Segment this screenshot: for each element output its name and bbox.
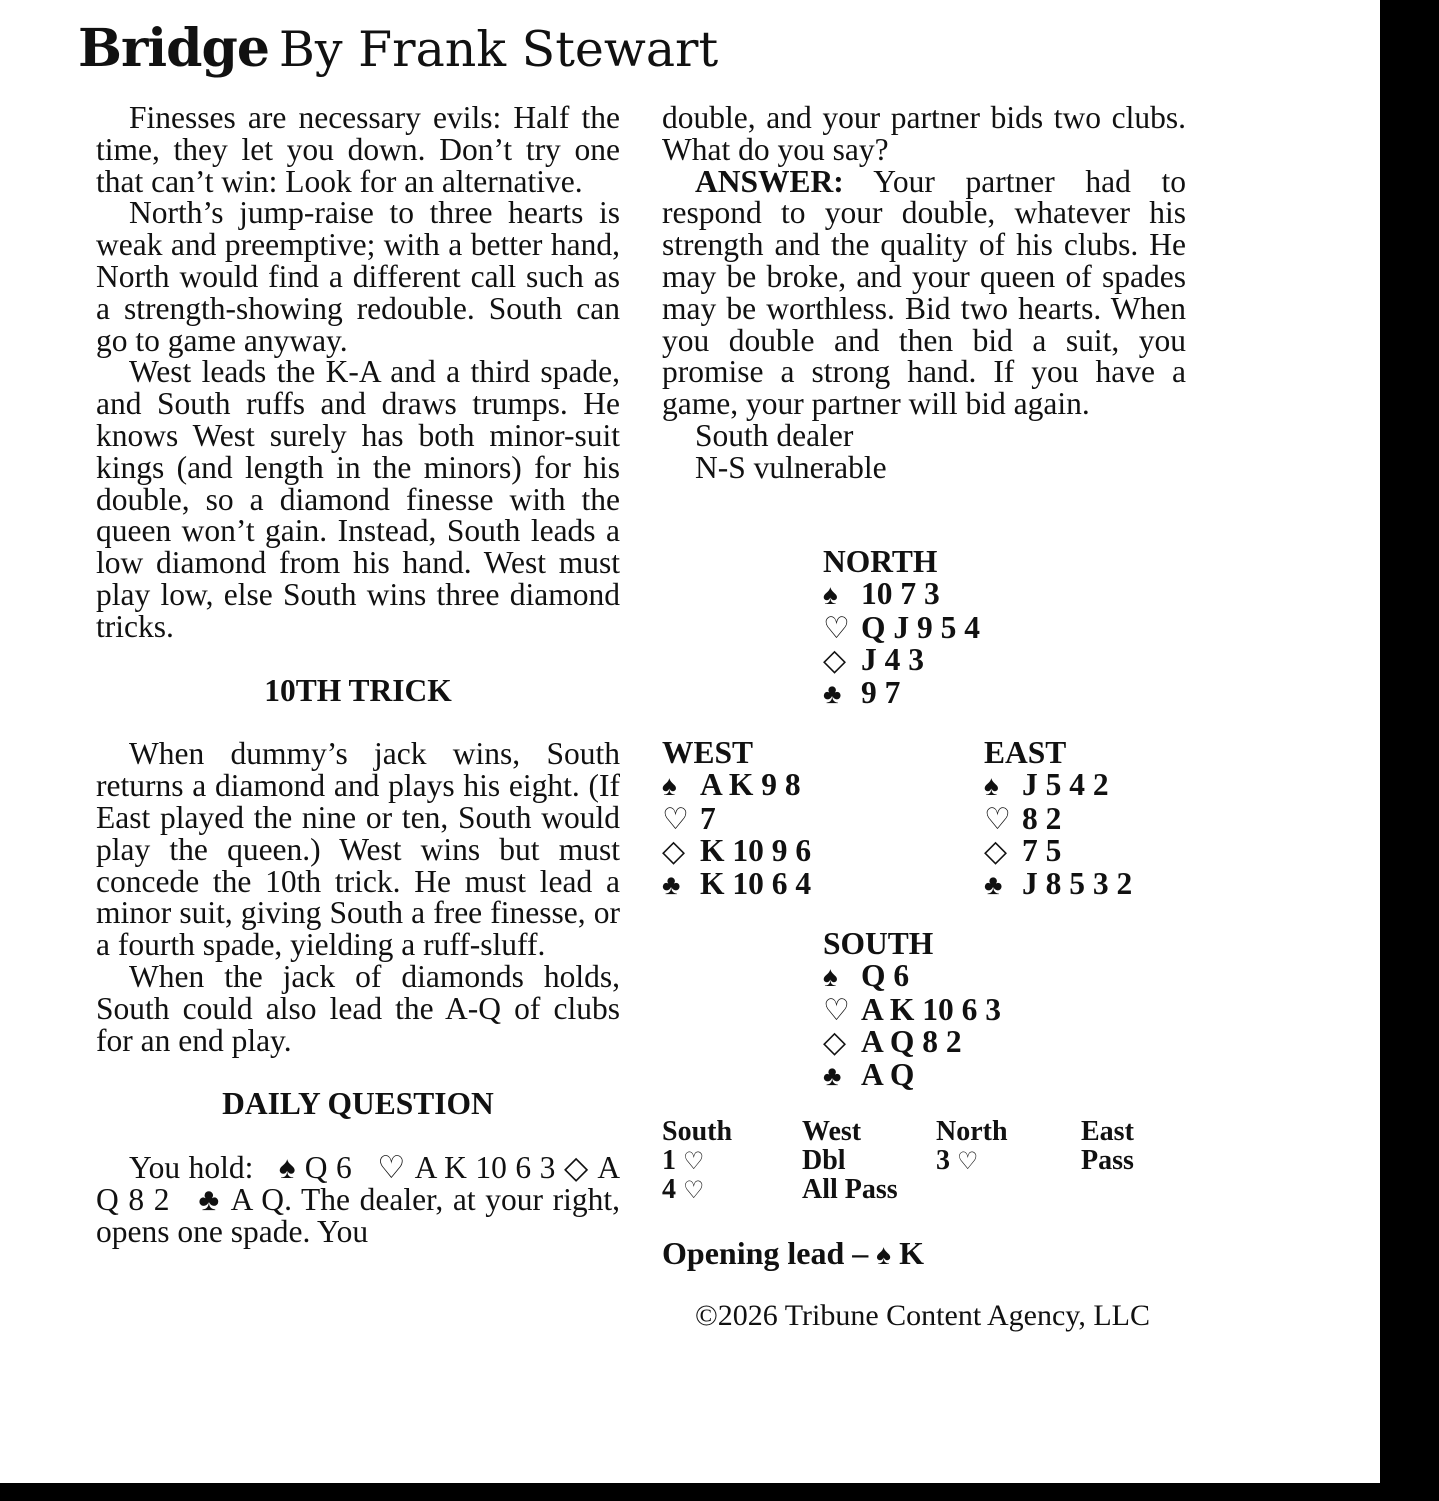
south-clubs: A Q [861, 1057, 915, 1093]
auction-row [662, 1176, 1201, 1206]
west-clubs: K 10 6 4 [700, 866, 812, 902]
byline: By Frank Stewart [278, 21, 719, 78]
east-hand [984, 737, 1132, 902]
diamond-icon: ◇ [823, 644, 847, 678]
north-hearts: Q J 9 5 4 [861, 609, 981, 645]
question-lead-text: You hold: [129, 1150, 254, 1186]
diamond-icon: ◇ [823, 1026, 847, 1060]
opening-lead-label: Opening lead – [662, 1235, 869, 1271]
heart-icon: ♡ [823, 611, 850, 645]
spade-icon: ♠ [278, 1150, 297, 1186]
article-paragraph: West leads the K-A and a third spade, and South ruffs and draws trumps. He knows West surely has both minor-suit kings (and length in the minors) for his double, so a diamond finesse with the queen won’t gain. Instead, South leads a low diamond from his hand. West must play low, else South wins three diamond tricks. [96, 354, 620, 644]
copyright-notice: ©2026 Tribune Content Agency, LLC [695, 1299, 1151, 1332]
right-column [662, 102, 1186, 484]
auction-row [662, 1144, 1201, 1177]
club-icon: ♣ [198, 1181, 221, 1217]
auction-table [662, 1118, 1201, 1206]
answer-label: ANSWER: [695, 163, 844, 199]
dealer-line: South dealer [695, 417, 854, 453]
club-icon: ♣ [984, 870, 1003, 902]
north-hand [823, 546, 980, 711]
east-diamonds: 7 5 [1022, 833, 1062, 869]
north-diamonds: J 4 3 [861, 642, 924, 678]
east-clubs: J 8 5 3 2 [1022, 866, 1133, 902]
article-paragraph: Finesses are necessary evils: Half the time, they let you down. Don’t try one that can’t win: Look for an alternative. [96, 100, 620, 199]
question-spades: Q 6 [304, 1150, 352, 1186]
auction-header: North [936, 1116, 1008, 1147]
masthead [78, 12, 718, 86]
article-paragraph: North’s jump-raise to three hearts is weak and preemptive; with a better hand, North would find a different call such as a strength-showing redouble. South can go to game anyway. [96, 195, 620, 358]
auction-bid: Pass [1081, 1144, 1134, 1176]
south-hand [823, 928, 1001, 1093]
question-trailing-text: . The dealer, at your right, opens one spade. You [96, 1181, 621, 1249]
daily-question-paragraph [96, 1152, 620, 1247]
heart-icon: ♡ [683, 1148, 705, 1175]
west-diamonds: K 10 9 6 [700, 833, 812, 869]
south-diamonds: A Q 8 2 [861, 1024, 962, 1060]
question-diamonds: A Q 8 2 [96, 1150, 621, 1217]
west-spades: A K 9 8 [700, 766, 801, 802]
spade-icon: ♠ [984, 770, 999, 802]
club-icon: ♣ [662, 870, 681, 902]
hand-direction-label: SOUTH [823, 926, 934, 961]
section-heading-daily-question: DAILY QUESTION [222, 1086, 494, 1122]
opening-lead [662, 1236, 924, 1273]
auction-header: South [662, 1116, 733, 1147]
spade-icon: ♠ [823, 961, 838, 993]
section-heading-10th-trick: 10TH TRICK [264, 672, 452, 708]
north-clubs: 9 7 [861, 675, 901, 711]
diamond-icon: ◇ [662, 835, 686, 869]
article-paragraph: When dummy’s jack wins, South returns a diamond and plays his eight. (If East played the nine or ten, South would play the queen.) West wins but must concede the 10th trick. He must lead a minor suit, giving South a free finesse, or a fourth spade, yielding a ruff-sluff. [96, 736, 620, 963]
spade-icon: ♠ [823, 579, 838, 611]
hand-direction-label: NORTH [823, 544, 938, 579]
auction-bid: Dbl [802, 1144, 846, 1176]
article-paragraph: double, and your partner bids two clubs. What do you say? [662, 100, 1186, 167]
left-column [96, 102, 620, 1248]
club-icon: ♣ [823, 679, 842, 711]
heart-icon: ♡ [662, 802, 689, 836]
west-hearts: 7 [700, 800, 716, 836]
east-hearts: 8 2 [1022, 800, 1062, 836]
north-spades: 10 7 3 [861, 575, 940, 611]
auction-bid: 3 ♡ [936, 1144, 979, 1176]
hand-direction-label: EAST [984, 735, 1067, 770]
answer-text: Your partner had to respond to your double, whatever his strength and the quality of his clubs. He may be broke, and your queen of spades may be worthless. Bid two hearts. When you double and then bid a suit, you promise a strong hand. If you have a game, your partner will bid again. [662, 163, 1186, 422]
diamond-icon: ◇ [563, 1150, 589, 1186]
hand-direction-label: WEST [662, 735, 754, 770]
auction-bid: 4 ♡ [662, 1174, 705, 1205]
question-clubs: A Q [230, 1181, 285, 1217]
opening-lead-card: K [899, 1235, 925, 1271]
auction-header-row [662, 1118, 1201, 1147]
diamond-icon: ◇ [984, 835, 1008, 869]
vulnerability-line: N-S vulnerable [695, 449, 887, 485]
heart-icon: ♡ [377, 1150, 407, 1186]
south-hearts: A K 10 6 3 [861, 991, 1002, 1027]
heart-icon: ♡ [823, 993, 850, 1027]
spade-icon: ♠ [662, 770, 677, 802]
club-icon: ♣ [823, 1061, 842, 1093]
east-spades: J 5 4 2 [1022, 766, 1109, 802]
article-paragraph: When the jack of diamonds holds, South could also lead the A-Q of clubs for an end play. [96, 958, 620, 1058]
west-hand [662, 737, 811, 902]
column-brand: Bridge [78, 18, 269, 79]
auction-bid: All Pass [802, 1174, 898, 1205]
heart-icon: ♡ [957, 1148, 979, 1175]
auction-header: East [1081, 1116, 1134, 1147]
answer-paragraph [662, 163, 1186, 422]
heart-icon: ♡ [984, 802, 1011, 836]
auction-bid: 1 ♡ [662, 1144, 705, 1176]
heart-icon: ♡ [683, 1178, 705, 1204]
south-spades: Q 6 [861, 957, 910, 993]
question-hearts: A K 10 6 3 [414, 1150, 556, 1186]
auction-header: West [802, 1116, 862, 1147]
spade-icon: ♠ [876, 1240, 892, 1271]
